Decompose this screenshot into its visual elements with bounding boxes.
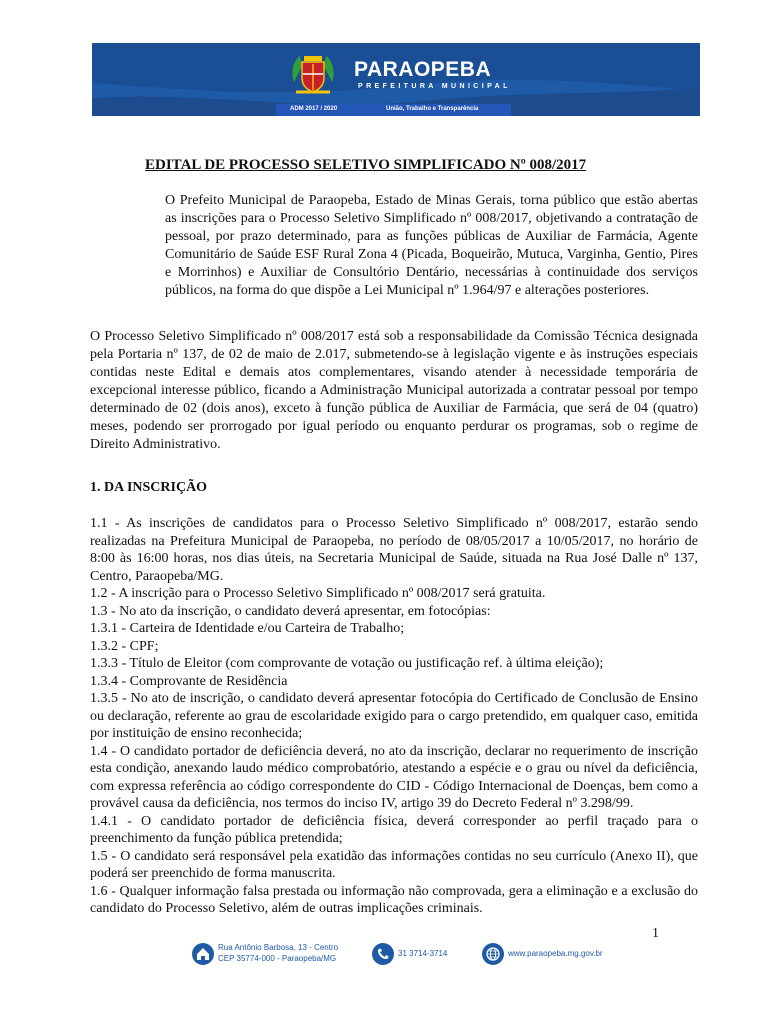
list-item: 1.5 - O candidato será responsável pela exatidão das informações contidas no seu currículo (Anexo II), que poderá ser preenchido de forma manuscrita.: [90, 848, 698, 881]
document-title: EDITAL DE PROCESSO SELETIVO SIMPLIFICADO Nº 008/2017: [145, 157, 587, 173]
list-item: 1.3.1 - Carteira de Identidade e/ou Carteira de Trabalho;: [90, 621, 405, 636]
list-item: 1.4 - O candidato portador de deficiência deverá, no ato da inscrição, declarar no requerimento de inscrição esta condição, anexando laudo médico comprobatório, atestando a espécie e o grau ou nível da deficiência, com expressa referência ao código correspondente do CID - Código Internacional de Doenças, bem como a provável causa da deficiência, nos termos do inciso IV, artigo 39 do Decreto Federal nº 3.298/99.: [90, 743, 698, 811]
municipal-crest-icon: [290, 52, 336, 96]
list-item: 1.3.4 - Comprovante de Residência: [90, 673, 288, 689]
page-number: 1: [652, 926, 659, 941]
list-item: 1.2 - A inscrição para o Processo Seletivo Simplificado nº 008/2017 será gratuita.: [90, 586, 546, 601]
home-icon: [192, 943, 214, 965]
list-item: 1.4.1 - O candidato portador de deficiência física, deverá corresponder ao perfil traçado para o preenchimento da função pública pretendida;: [90, 813, 698, 846]
administration-term: ADM 2017 / 2020: [290, 106, 338, 112]
list-item: 1.3.3 - Título de Eleitor (com comprovante de votação ou justificação ref. à última eleição);: [90, 656, 604, 671]
brand-subtitle: PREFEITURA MUNICIPAL: [358, 83, 511, 90]
administration-slogan: União, Trabalho e Transparência: [386, 106, 479, 112]
brand-name: PARAOPEBA: [354, 58, 492, 81]
responsibility-paragraph: O Processo Seletivo Simplificado nº 008/2017 está sob a responsabilidade da Comissão Técnica designada pela Portaria nº 137, de 02 de maio de 2.017, submetendo-se à legislação vigente e às instruções especiais contidas neste Edital e demais atos complementares, visando atender à necessidade temporária de excepcional interesse público, ficando a Administração Municipal autorizada a contratar pessoal por tempo determinado de 02 (dois anos), exceto à função pública de Auxiliar de Farmácia, que será de 04 (quatro) meses, podendo ser prorrogado por igual período ou enquanto perdurar os programas, sob o regime de Direito Administrativo.: [90, 329, 698, 452]
list-item: 1.1 - As inscrições de candidatos para o Processo Seletivo Simplificado nº 008/2017, estarão sendo realizadas na Prefeitura Municipal de Paraopeba, no período de 08/05/2017 a 10/05/2017, no horário de 8:00 às 16:00 horas, nos dias úteis, na Secretaria Municipal de Saúde, situada na Rua José Dalle nº 137, Centro, Paraopeba/MG.: [90, 516, 698, 584]
footer-website[interactable]: www.paraopeba.mg.gov.br: [508, 949, 603, 958]
list-item: 1.3.2 - CPF;: [90, 638, 159, 654]
footer-address-line1: Rua Antônio Barbosa, 13 - Centro: [218, 943, 339, 952]
phone-icon: [372, 943, 394, 965]
inscription-items: [90, 515, 698, 918]
list-item: 1.3.5 - No ato de inscrição, o candidato deverá apresentar fotocópia do Certificado de Conclusão de Ensino ou declaração, referente ao grau de escolaridade exigido para o cargo pretendido, em qualquer caso, emitida por instituição de ensino reconhecida;: [90, 691, 698, 741]
footer-phone: 31 3714-3714: [398, 949, 448, 958]
footer-address-line2: CEP 35774-000 - Paraopeba/MG: [218, 954, 337, 963]
intro-paragraph: O Prefeito Municipal de Paraopeba, Estado de Minas Gerais, torna público que estão abertas as inscrições para o Processo Seletivo Simplificado nº 008/2017, objetivando a contratação de pessoal, por prazo determinado, para as funções públicas de Auxiliar de Farmácia, Agente Comunitário de Saúde ESF Rural Zona 4 (Picada, Boqueirão, Mutuca, Varginha, Gentio, Pires e Morrinhos) e Auxiliar de Consultório Dentário, necessárias à continuidade dos serviços públicos, na forma do que dispõe a Lei Municipal nº 1.964/97 e alterações posteriores.: [165, 193, 698, 298]
list-item: 1.6 - Qualquer informação falsa prestada ou informação não comprovada, gera a eliminação e a exclusão do candidato do Processo Seletivo, além de outras implicações criminais.: [90, 883, 698, 916]
section-heading: 1. DA INSCRIÇÃO: [90, 480, 208, 495]
list-item: 1.3 - No ato da inscrição, o candidato deverá apresentar, em fotocópias:: [90, 603, 491, 619]
globe-icon: [482, 943, 504, 965]
